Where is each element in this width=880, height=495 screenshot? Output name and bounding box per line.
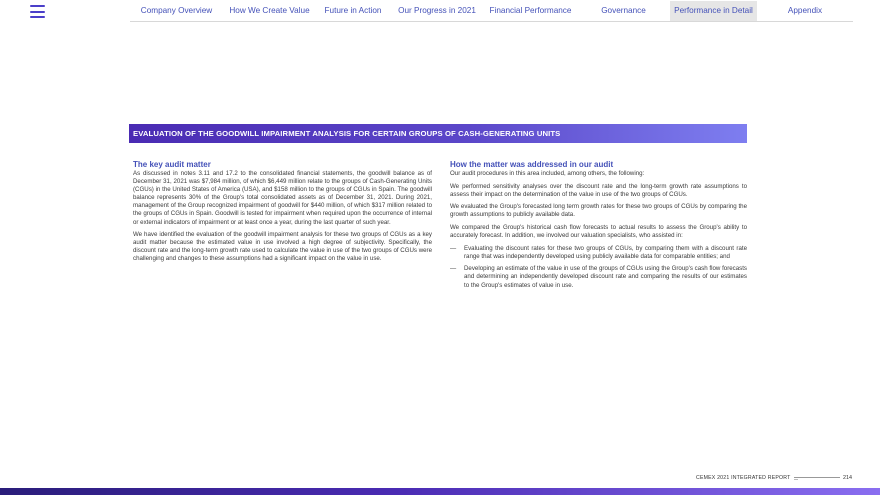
nav-governance[interactable]: Governance <box>601 6 646 15</box>
nav-appendix[interactable]: Appendix <box>787 6 823 15</box>
list-item <box>450 245 747 261</box>
key-audit-matter-paragraph-1: As discussed in notes 3.11 and 17.2 to the consolidated financial statements, the goodwill balance as of December 31, 2021 was $7,984 million, of which $6,449 million relate to the groups of Cash-Generating Units (CGUs) in the United States of America (USA), and $158 million to the groups of CGUs in Spain. The goodwill balance represents 30% of the Group's total consolidated assets as of December 31, 2021. During 2021, management of the Group recognized impairment of goodwill for $440 million, of which $317 million related to the groups of CGUs in Spain. Goodwill is tested for impairment when required upon the occurrence of internal or external indicators of impairment or at least once a year, during the last quarter of such year. <box>133 170 432 226</box>
key-audit-matter-heading: The key audit matter <box>133 160 211 169</box>
audit-procedures-paragraph-3: We compared the Group's historical cash flow forecasts to actual results to assess the Group's ability to accurately forecast. In addition, we involved our valuation specialists, who assisted in: <box>450 223 747 240</box>
page-footer <box>682 474 854 484</box>
audit-procedures-paragraph-2: We evaluated the Group's forecasted long term growth rates for these two groups of CGUs by comparing the growth assumptions to publicly available data. <box>450 203 747 219</box>
nav-how-we-create-value[interactable]: How We Create Value <box>229 6 310 15</box>
nav-performance-in-detail[interactable]: Performance in Detail <box>670 1 757 21</box>
key-audit-matter-paragraph-2: We have identified the evaluation of the goodwill impairment analysis for these two groups of CGUs as a key audit matter because the estimated value in use involved a high degree of subjectivity. Specifically, the discount rate and the long-term growth rate used to calculate the value in use of the two groups of CGUs were challenging and changes to these assumptions had a significant impact on the value in use. <box>133 231 433 263</box>
bullet-dash: — <box>450 244 457 252</box>
page-number: 214 <box>843 475 852 481</box>
audit-procedures-intro: Our audit procedures in this area included, among others, the following: <box>450 170 645 177</box>
bottom-gradient-bar <box>0 488 880 495</box>
list-item-text: Evaluating the discount rates for these two groups of CGUs, by comparing them with a discount rate range that was independently developed using publicly available data for comparable entities; and <box>464 244 747 260</box>
audit-procedures-heading: How the matter was addressed in our audit <box>450 160 614 169</box>
section-title-banner: EVALUATION OF THE GOODWILL IMPAIRMENT ANALYSIS FOR CERTAIN GROUPS OF CASH-GENERATING UNITS <box>129 124 747 143</box>
footer-divider <box>794 477 840 478</box>
footer-divider-tick <box>794 479 798 480</box>
audit-procedures-column <box>450 160 747 294</box>
nav-company-overview[interactable]: Company Overview <box>140 6 213 15</box>
nav-financial-performance[interactable]: Financial Performance <box>489 6 572 15</box>
report-title: CEMEX 2021 INTEGRATED REPORT <box>696 475 791 481</box>
key-audit-matter-column <box>133 160 432 268</box>
audit-procedures-paragraph-1: We performed sensitivity analyses over the discount rate and the long-term growth rate assumptions to assess their impact on the determination of the value in use of the two groups of CGUs. <box>450 182 747 198</box>
list-item-text: Developing an estimate of the value in use of the groups of CGUs using the Group's cash flow forecasts and determining an independently developed discount rate and comparing the results of our estimates to the Group's estimates of value in use. <box>464 265 747 289</box>
hamburger-menu-icon[interactable] <box>30 5 45 18</box>
bullet-dash: — <box>450 265 457 273</box>
nav-future-in-action[interactable]: Future in Action <box>324 6 382 15</box>
nav-our-progress-2021[interactable]: Our Progress in 2021 <box>398 6 476 15</box>
top-navigation <box>130 1 853 22</box>
list-item <box>450 265 747 289</box>
